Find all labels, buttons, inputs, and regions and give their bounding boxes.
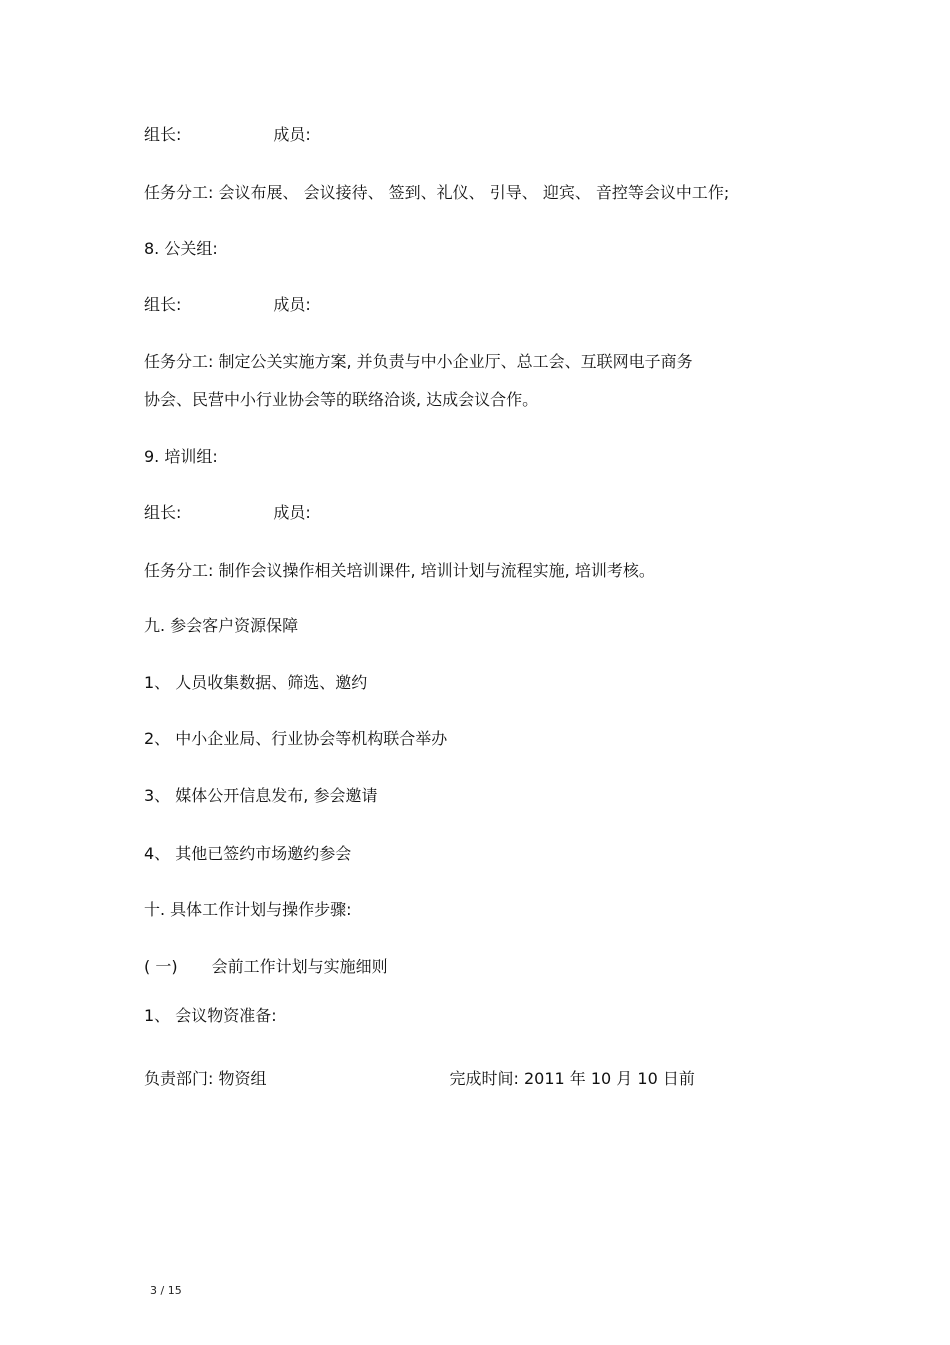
section-heading-work-plan: 十. 具体工作计划与操作步骤: <box>144 900 352 919</box>
list-item: 2、 中小企业局、行业协会等机构联合举办 <box>144 729 448 748</box>
page-number: 3 / 15 <box>150 1284 182 1297</box>
group-roles-line-3 <box>144 503 311 523</box>
section-heading-training-group: 9. 培训组: <box>144 447 218 466</box>
responsibility-line <box>144 1069 695 1089</box>
department-text: 负责部门: 物资组 <box>144 1069 267 1088</box>
subsection-number: ( 一) <box>144 957 178 976</box>
list-item: 1、 会议物资准备: <box>144 1006 277 1025</box>
section-heading-client-resources: 九. 参会客户资源保障 <box>144 616 299 635</box>
list-item: 3、 媒体公开信息发布, 参会邀请 <box>144 786 378 805</box>
members-label: 成员: <box>273 125 311 144</box>
deadline-text: 完成时间: 2011 年 10 月 10 日前 <box>449 1069 695 1088</box>
section-heading-pr-group: 8. 公关组: <box>144 239 218 258</box>
list-item: 4、 其他已签约市场邀约参会 <box>144 844 352 863</box>
task-division-text: 任务分工: 制作会议操作相关培训课件, 培训计划与流程实施, 培训考核。 <box>144 561 655 580</box>
subsection-heading <box>144 957 388 977</box>
members-label: 成员: <box>273 503 311 522</box>
members-label: 成员: <box>273 295 311 314</box>
leader-label: 组长: <box>144 503 182 522</box>
group-roles-line-2 <box>144 295 311 315</box>
group-roles-line-1 <box>144 125 311 145</box>
subsection-title: 会前工作计划与实施细则 <box>211 957 388 976</box>
list-item: 1、 人员收集数据、筛选、邀约 <box>144 673 368 692</box>
task-division-text: 任务分工: 会议布展、 会议接待、 签到、礼仪、 引导、 迎宾、 音控等会议中工作; <box>144 183 730 202</box>
leader-label: 组长: <box>144 295 182 314</box>
task-division-text: 任务分工: 制定公关实施方案, 并负责与中小企业厅、总工会、互联网电子商务 <box>144 352 693 371</box>
task-division-continuation: 协会、民营中小行业协会等的联络洽谈, 达成会议合作。 <box>144 390 539 409</box>
leader-label: 组长: <box>144 125 182 144</box>
